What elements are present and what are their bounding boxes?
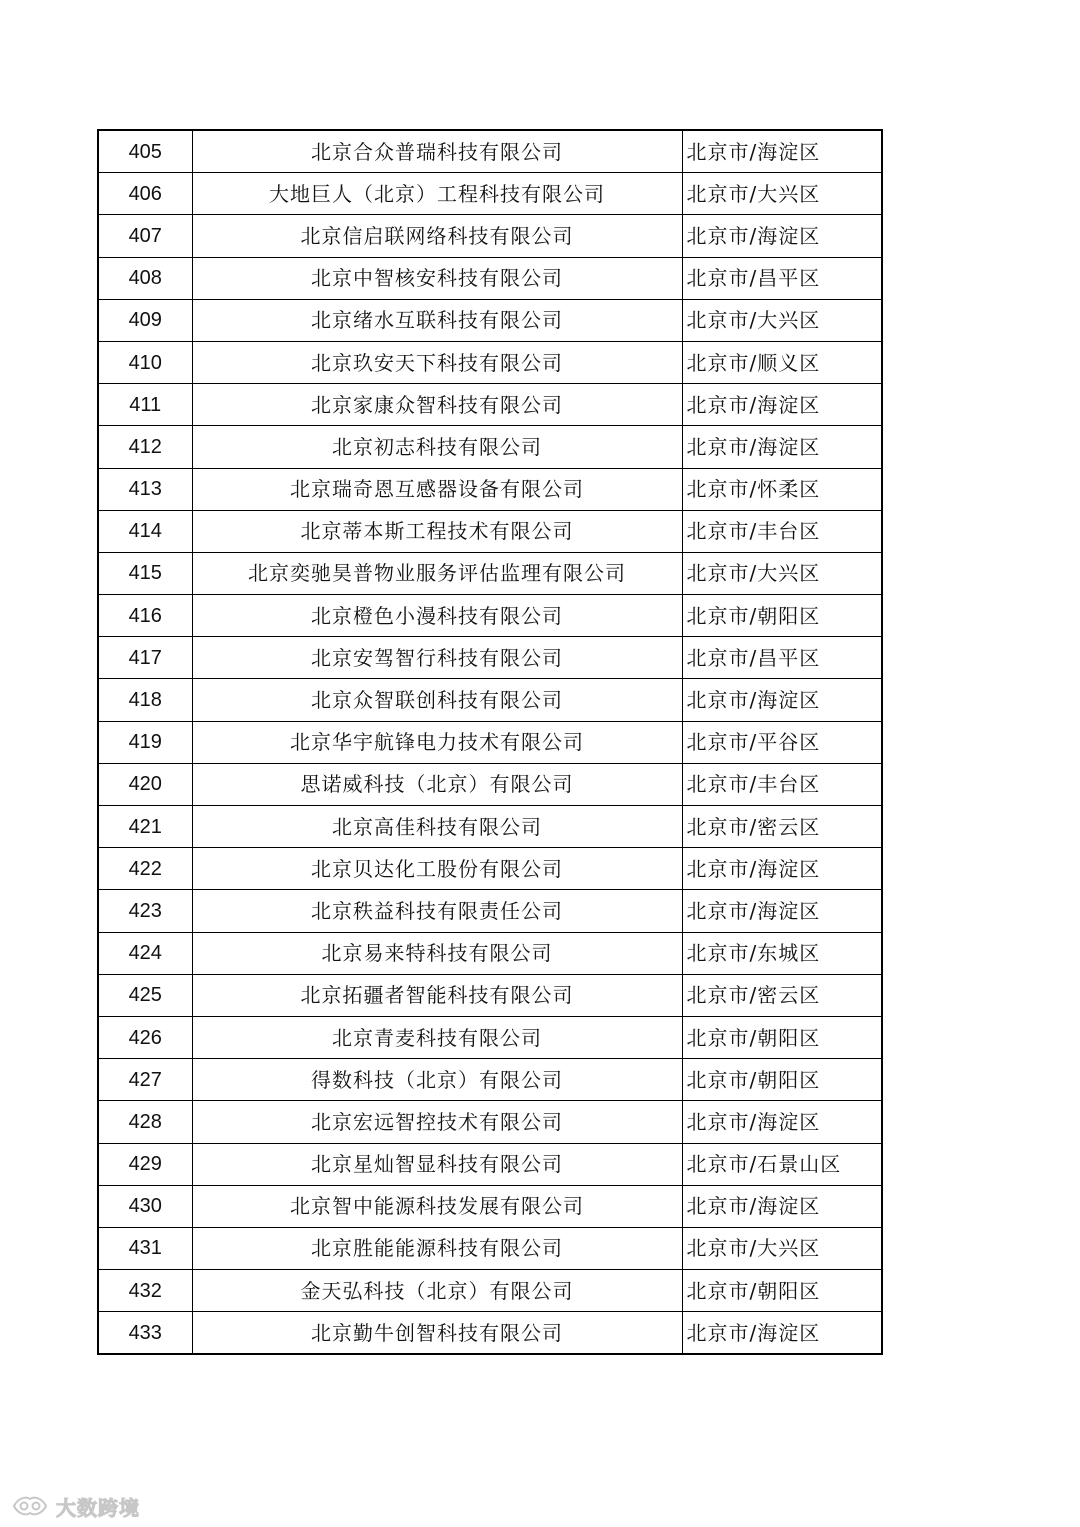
company-name-cell: 北京家康众智科技有限公司 (192, 384, 682, 426)
row-number-cell: 429 (98, 1143, 192, 1185)
location-cell: 北京市/大兴区 (682, 299, 882, 341)
row-number-cell: 411 (98, 384, 192, 426)
company-name-cell: 思诺威科技（北京）有限公司 (192, 763, 682, 805)
company-name-cell: 北京拓疆者智能科技有限公司 (192, 974, 682, 1016)
company-name-cell: 北京青麦科技有限公司 (192, 1016, 682, 1058)
location-cell: 北京市/海淀区 (682, 679, 882, 721)
row-number-cell: 430 (98, 1185, 192, 1227)
location-cell: 北京市/朝阳区 (682, 1059, 882, 1101)
row-number-cell: 412 (98, 426, 192, 468)
row-number-cell: 417 (98, 637, 192, 679)
table-row (98, 215, 882, 257)
table-row (98, 1270, 882, 1312)
row-number-cell: 408 (98, 257, 192, 299)
table-row (98, 806, 882, 848)
location-cell: 北京市/海淀区 (682, 426, 882, 468)
eye-logo-icon (10, 1493, 50, 1519)
table-row (98, 384, 882, 426)
location-cell: 北京市/大兴区 (682, 173, 882, 215)
location-cell: 北京市/海淀区 (682, 130, 882, 173)
location-cell: 北京市/朝阳区 (682, 1016, 882, 1058)
table-row (98, 510, 882, 552)
row-number-cell: 422 (98, 848, 192, 890)
table-row (98, 1059, 882, 1101)
company-name-cell: 北京众智联创科技有限公司 (192, 679, 682, 721)
row-number-cell: 418 (98, 679, 192, 721)
location-cell: 北京市/海淀区 (682, 1101, 882, 1143)
table-body (98, 130, 882, 1354)
location-cell: 北京市/海淀区 (682, 215, 882, 257)
company-name-cell: 北京贝达化工股份有限公司 (192, 848, 682, 890)
row-number-cell: 419 (98, 721, 192, 763)
location-cell: 北京市/昌平区 (682, 257, 882, 299)
table-row (98, 1101, 882, 1143)
row-number-cell: 410 (98, 341, 192, 383)
row-number-cell: 425 (98, 974, 192, 1016)
row-number-cell: 426 (98, 1016, 192, 1058)
company-name-cell: 北京蒂本斯工程技术有限公司 (192, 510, 682, 552)
location-cell: 北京市/朝阳区 (682, 595, 882, 637)
table-row (98, 721, 882, 763)
company-name-cell: 北京中智核安科技有限公司 (192, 257, 682, 299)
company-name-cell: 北京星灿智显科技有限公司 (192, 1143, 682, 1185)
location-cell: 北京市/朝阳区 (682, 1270, 882, 1312)
location-cell: 北京市/大兴区 (682, 1227, 882, 1269)
location-cell: 北京市/密云区 (682, 806, 882, 848)
location-cell: 北京市/丰台区 (682, 510, 882, 552)
row-number-cell: 424 (98, 932, 192, 974)
table-row (98, 637, 882, 679)
company-name-cell: 北京勤牛创智科技有限公司 (192, 1312, 682, 1355)
row-number-cell: 423 (98, 890, 192, 932)
row-number-cell: 428 (98, 1101, 192, 1143)
company-name-cell: 北京合众普瑞科技有限公司 (192, 130, 682, 173)
table-row (98, 130, 882, 173)
company-name-cell: 北京胜能能源科技有限公司 (192, 1227, 682, 1269)
location-cell: 北京市/东城区 (682, 932, 882, 974)
table-row (98, 341, 882, 383)
company-name-cell: 北京智中能源科技发展有限公司 (192, 1185, 682, 1227)
watermark-text: 大数跨境 (56, 1495, 140, 1520)
table-row (98, 1185, 882, 1227)
location-cell: 北京市/昌平区 (682, 637, 882, 679)
row-number-cell: 407 (98, 215, 192, 257)
row-number-cell: 415 (98, 552, 192, 594)
table-row (98, 173, 882, 215)
table-row (98, 763, 882, 805)
location-cell: 北京市/怀柔区 (682, 468, 882, 510)
row-number-cell: 427 (98, 1059, 192, 1101)
row-number-cell: 433 (98, 1312, 192, 1355)
row-number-cell: 405 (98, 130, 192, 173)
company-name-cell: 北京秩益科技有限责任公司 (192, 890, 682, 932)
table-row (98, 974, 882, 1016)
watermark (10, 1491, 140, 1521)
table-row (98, 1227, 882, 1269)
company-name-cell: 北京初志科技有限公司 (192, 426, 682, 468)
location-cell: 北京市/海淀区 (682, 890, 882, 932)
location-cell: 北京市/大兴区 (682, 552, 882, 594)
row-number-cell: 416 (98, 595, 192, 637)
row-number-cell: 420 (98, 763, 192, 805)
row-number-cell: 413 (98, 468, 192, 510)
location-cell: 北京市/平谷区 (682, 721, 882, 763)
company-name-cell: 北京瑞奇恩互感器设备有限公司 (192, 468, 682, 510)
company-name-cell: 北京高佳科技有限公司 (192, 806, 682, 848)
table-row (98, 426, 882, 468)
company-name-cell: 北京安驾智行科技有限公司 (192, 637, 682, 679)
row-number-cell: 414 (98, 510, 192, 552)
company-name-cell: 北京绪水互联科技有限公司 (192, 299, 682, 341)
table-row (98, 848, 882, 890)
location-cell: 北京市/顺义区 (682, 341, 882, 383)
company-list-table (97, 129, 883, 1355)
location-cell: 北京市/海淀区 (682, 1312, 882, 1355)
table-row (98, 257, 882, 299)
table-row (98, 1143, 882, 1185)
table-row (98, 932, 882, 974)
company-name-cell: 金天弘科技（北京）有限公司 (192, 1270, 682, 1312)
company-name-cell: 北京宏远智控技术有限公司 (192, 1101, 682, 1143)
company-name-cell: 北京玖安天下科技有限公司 (192, 341, 682, 383)
location-cell: 北京市/石景山区 (682, 1143, 882, 1185)
row-number-cell: 406 (98, 173, 192, 215)
location-cell: 北京市/海淀区 (682, 384, 882, 426)
table-row (98, 299, 882, 341)
row-number-cell: 421 (98, 806, 192, 848)
table-row (98, 468, 882, 510)
company-name-cell: 得数科技（北京）有限公司 (192, 1059, 682, 1101)
table-row (98, 595, 882, 637)
table-row (98, 1312, 882, 1355)
company-name-cell: 北京橙色小漫科技有限公司 (192, 595, 682, 637)
table-row (98, 890, 882, 932)
table-row (98, 1016, 882, 1058)
location-cell: 北京市/密云区 (682, 974, 882, 1016)
location-cell: 北京市/丰台区 (682, 763, 882, 805)
location-cell: 北京市/海淀区 (682, 848, 882, 890)
row-number-cell: 431 (98, 1227, 192, 1269)
table-row (98, 679, 882, 721)
company-name-cell: 北京奕驰昊普物业服务评估监理有限公司 (192, 552, 682, 594)
company-name-cell: 北京信启联网络科技有限公司 (192, 215, 682, 257)
row-number-cell: 409 (98, 299, 192, 341)
row-number-cell: 432 (98, 1270, 192, 1312)
company-name-cell: 大地巨人（北京）工程科技有限公司 (192, 173, 682, 215)
table-row (98, 552, 882, 594)
company-name-cell: 北京华宇航锋电力技术有限公司 (192, 721, 682, 763)
location-cell: 北京市/海淀区 (682, 1185, 882, 1227)
company-name-cell: 北京易来特科技有限公司 (192, 932, 682, 974)
